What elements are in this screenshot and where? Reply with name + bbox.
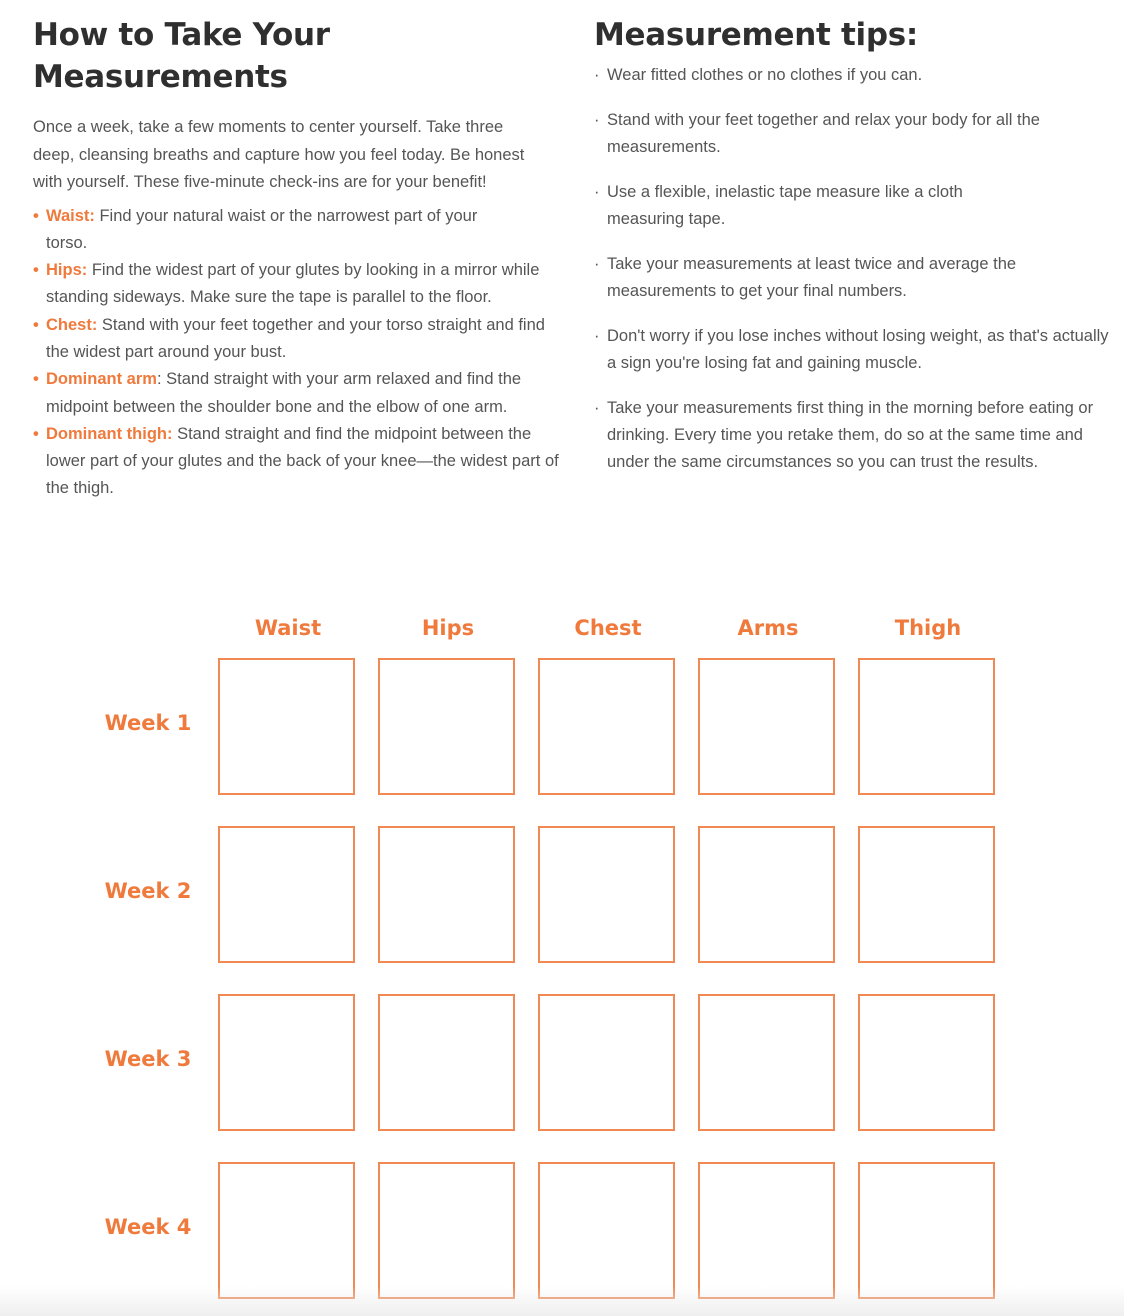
tip-item — [594, 323, 1122, 377]
instructions-list — [33, 203, 563, 503]
instruction-dominant-thigh — [33, 421, 571, 503]
bullet-icon: • — [33, 370, 39, 389]
tips-list — [594, 62, 1109, 476]
instruction-text: Find the widest part of your glutes by looking in a mirror while standing sideways. Make sure the tape is parallel to the floor. — [46, 261, 540, 307]
entry-box-week3-hips[interactable] — [378, 994, 515, 1131]
column-header-chest: Chest — [574, 616, 642, 640]
instruction-term: Dominant arm — [46, 370, 157, 389]
row-label-week-1: Week 1 — [104, 711, 192, 735]
entry-box-week2-arms[interactable] — [698, 826, 835, 963]
column-header-arms: Arms — [737, 616, 799, 640]
bullet-icon: • — [33, 206, 39, 225]
row-label-week-3: Week 3 — [104, 1047, 192, 1071]
intro-paragraph: Once a week, take a few moments to center yourself. Take three deep, cleansing breaths and capture how you feel today. Be honest with yourself. These five-minute check-ins are for your benefit! — [33, 118, 525, 191]
entry-box-week4-waist[interactable] — [218, 1162, 355, 1299]
tip-text: Stand with your feet together and relax your body for all the measurements. — [607, 111, 1040, 156]
entry-box-week2-chest[interactable] — [538, 826, 675, 963]
instructions-section — [33, 14, 563, 503]
tip-text: Use a flexible, inelastic tape measure like a cloth measuring tape. — [607, 183, 963, 228]
tip-item — [594, 179, 1027, 233]
tip-text: Wear fitted clothes or no clothes if you can. — [607, 66, 923, 84]
tip-item — [594, 395, 1105, 476]
bullet-icon: · — [594, 66, 600, 84]
column-header-waist: Waist — [254, 616, 322, 640]
entry-box-week3-waist[interactable] — [218, 994, 355, 1131]
entry-box-week4-arms[interactable] — [698, 1162, 835, 1299]
row-label-week-2: Week 2 — [104, 879, 192, 903]
bullet-icon: · — [594, 399, 600, 417]
entry-box-week3-chest[interactable] — [538, 994, 675, 1131]
tip-text: Take your measurements at least twice and average the measurements to get your final numbers. — [607, 255, 1017, 300]
entry-box-week3-thigh[interactable] — [858, 994, 995, 1131]
instruction-text: Stand with your feet together and your torso straight and find the widest part around your bust. — [46, 315, 545, 361]
instruction-term: Chest: — [46, 315, 98, 334]
instruction-waist — [33, 203, 496, 258]
entry-box-week1-thigh[interactable] — [858, 658, 995, 795]
bullet-icon: • — [33, 261, 39, 280]
instruction-hips — [33, 257, 551, 312]
instruction-text: : Stand straight with your arm relaxed and find the midpoint between the shoulder bone and the elbow of one arm. — [46, 370, 522, 416]
instruction-chest — [33, 312, 551, 367]
entry-box-week4-chest[interactable] — [538, 1162, 675, 1299]
entry-box-week3-arms[interactable] — [698, 994, 835, 1131]
bullet-icon: · — [594, 111, 600, 129]
entry-box-week1-waist[interactable] — [218, 658, 355, 795]
tip-item — [594, 251, 1077, 305]
entry-box-week1-hips[interactable] — [378, 658, 515, 795]
instruction-text: Find your natural waist or the narrowest part of your torso. — [46, 206, 478, 252]
column-header-hips: Hips — [421, 616, 475, 640]
instructions-heading: How to Take Your Measurements — [33, 17, 330, 95]
bullet-icon: · — [594, 183, 600, 201]
tips-section — [594, 14, 1109, 494]
column-header-thigh: Thigh — [894, 616, 962, 640]
tips-heading: Measurement tips: — [594, 17, 919, 53]
entry-box-week2-hips[interactable] — [378, 826, 515, 963]
bullet-icon: · — [594, 327, 600, 345]
instruction-term: Hips: — [46, 261, 88, 280]
entry-box-week4-thigh[interactable] — [858, 1162, 995, 1299]
entry-box-week4-hips[interactable] — [378, 1162, 515, 1299]
tip-item — [594, 62, 1109, 89]
tip-text: Don't worry if you lose inches without losing weight, as that's actually a sign you're losing fat and gaining muscle. — [607, 327, 1109, 372]
tip-item — [594, 107, 1077, 161]
row-label-week-4: Week 4 — [104, 1215, 192, 1239]
entry-box-week2-waist[interactable] — [218, 826, 355, 963]
instruction-dominant-arm — [33, 366, 556, 421]
bullet-icon: • — [33, 315, 39, 334]
bullet-icon: · — [594, 255, 600, 273]
entry-box-week2-thigh[interactable] — [858, 826, 995, 963]
instruction-term: Dominant thigh: — [46, 424, 173, 443]
instruction-term: Waist: — [46, 206, 95, 225]
entry-box-week1-chest[interactable] — [538, 658, 675, 795]
tip-text: Take your measurements first thing in the morning before eating or drinking. Every time you retake them, do so at the same time and under the same circumstances so you can trust the results. — [607, 399, 1094, 471]
entry-box-week1-arms[interactable] — [698, 658, 835, 795]
instruction-text: Stand straight and find the midpoint between the lower part of your glutes and the back of your knee—the widest part of the thigh. — [46, 424, 559, 498]
bullet-icon: • — [33, 424, 39, 443]
